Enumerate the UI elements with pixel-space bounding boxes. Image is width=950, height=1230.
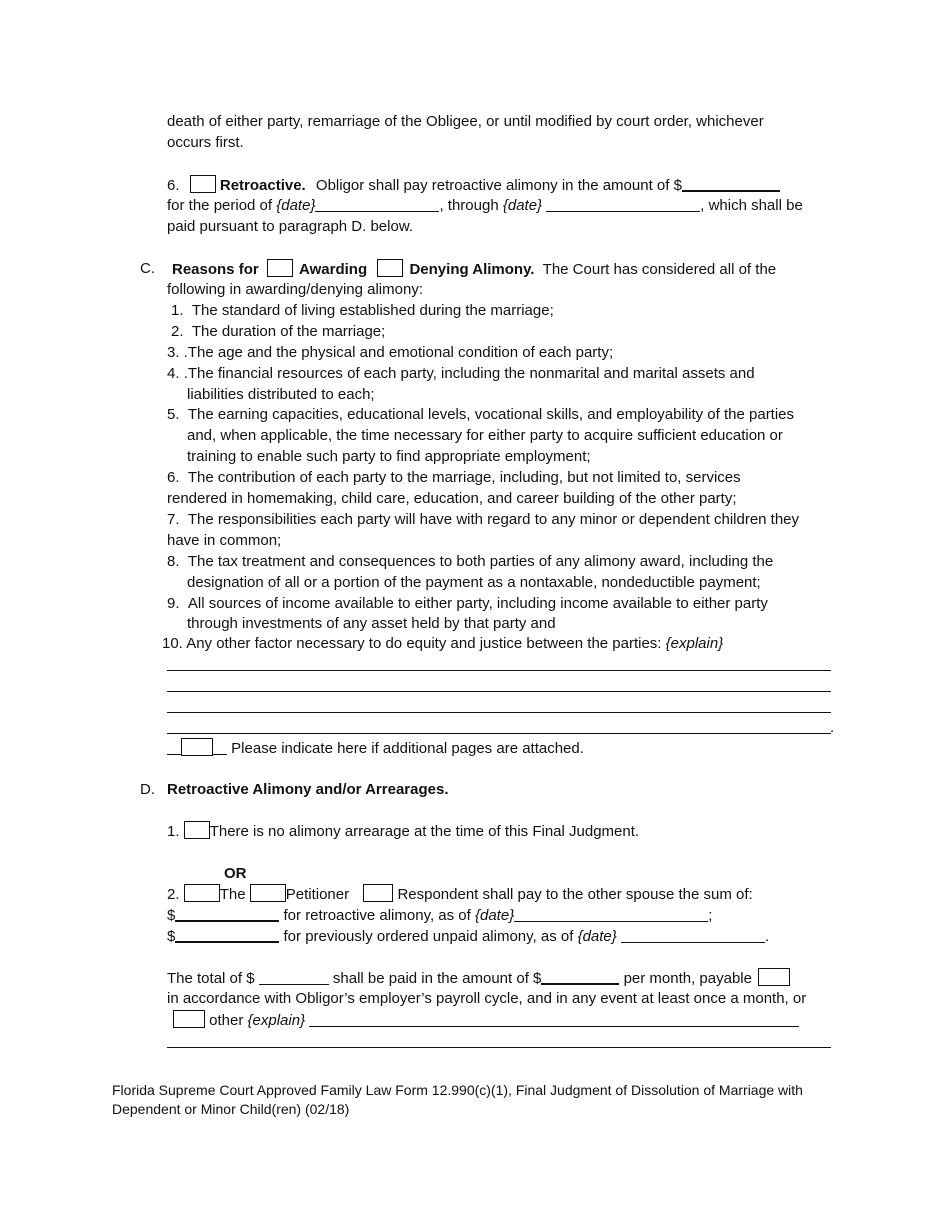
factor-continuation: and, when applicable, the time necessary for either party to acquire sufficient education or	[187, 427, 783, 444]
retroactive-checkbox[interactable]	[190, 175, 216, 193]
no-arrearage-text: There is no alimony arrearage at the time of this Final Judgment.	[209, 823, 640, 840]
factor-text: The contribution of each party to the marriage, including, but not limited to, services	[187, 469, 741, 486]
date-placeholder-2: {date}	[502, 197, 543, 214]
explain-line-1[interactable]	[167, 669, 831, 671]
item-2-number: 2.	[167, 886, 180, 903]
total-row	[167, 968, 790, 989]
reasons-for-label: Reasons for	[172, 261, 259, 278]
retroactive-line-1	[167, 175, 780, 196]
factor-text: The earning capacities, educational levels, vocational skills, and employability of the parties	[187, 406, 795, 423]
explain-line-4[interactable]	[167, 732, 831, 734]
factor-text: The duration of the marriage;	[191, 323, 386, 340]
other-checkbox[interactable]	[173, 1010, 205, 1028]
section-c-heading	[172, 259, 776, 280]
no-arrearage-checkbox[interactable]	[184, 821, 210, 839]
which-shall-be-label: , which shall be	[700, 197, 803, 214]
factor-text: The age and the physical and emotional condition of each party;	[187, 344, 614, 361]
factor-item	[167, 468, 741, 488]
factor-text: All sources of income available to either party, including income available to either party	[187, 595, 768, 612]
retro-amount-label: for retroactive alimony, as of	[283, 907, 475, 924]
factor-continuation: liabilities distributed to each;	[187, 386, 375, 403]
factor-text: The financial resources of each party, including the nonmarital and marital assets and	[187, 365, 755, 382]
attached-pages-label: Please indicate here if additional pages are attached.	[231, 740, 584, 757]
footer-line-2: Dependent or Minor Child(ren) (02/18)	[112, 1101, 350, 1117]
previous-amount-row: $ for previously ordered unpaid alimony, as of {date} .	[167, 928, 770, 945]
respondent-checkbox[interactable]	[363, 884, 393, 902]
intro-line-2: occurs first.	[167, 134, 244, 151]
pay-sum-row	[167, 884, 753, 905]
retro-amount-row: $ for retroactive alimony, as of {date} ;	[167, 907, 713, 924]
section-d-letter: D.	[140, 781, 155, 798]
factor-number: 3. .	[167, 344, 188, 361]
period-end-field[interactable]	[546, 196, 700, 212]
monthly-amount-field[interactable]	[541, 968, 619, 985]
previous-amount-label: for previously ordered unpaid alimony, as of	[283, 928, 578, 945]
attached-underline	[213, 739, 227, 755]
factor-continuation: through investments of any asset held by that party and	[187, 615, 556, 632]
dollar-sign: $	[167, 907, 176, 924]
no-arrearage-row	[167, 821, 639, 842]
period-label: for the period of	[167, 197, 277, 214]
respondent-label: Respondent shall pay to the other spouse the sum of:	[397, 886, 753, 903]
total-amount-field[interactable]	[259, 969, 329, 985]
through-label: , through	[439, 197, 503, 214]
factor-item	[167, 364, 755, 384]
dollar-sign: $	[167, 928, 176, 945]
date-placeholder: {date}	[474, 907, 515, 924]
factor-item	[167, 510, 799, 530]
factor-continuation: training to enable such party to find appropriate employment;	[187, 448, 591, 465]
denying-checkbox[interactable]	[377, 259, 403, 277]
retroactive-amount-field[interactable]	[682, 175, 780, 192]
period-mark: .	[830, 719, 835, 736]
factor-text: The responsibilities each party will have with regard to any minor or dependent children they	[187, 511, 800, 528]
factor-item	[171, 301, 554, 321]
other-row	[167, 1010, 799, 1031]
factor-number: 7.	[167, 511, 180, 528]
section-d-title: Retroactive Alimony and/or Arrearages.	[167, 781, 449, 798]
factor-text: The standard of living established during the marriage;	[191, 302, 554, 319]
intro-line-1: death of either party, remarriage of the Obligee, or until modified by court order, whichever	[167, 113, 764, 130]
retroactive-title: Retroactive.	[219, 177, 306, 194]
section-c-letter: C.	[140, 260, 155, 277]
factor-item	[167, 343, 613, 363]
factor-item	[162, 634, 723, 654]
factor-number: 1.	[171, 302, 184, 319]
item-1-number: 1.	[167, 823, 180, 840]
other-explain-line[interactable]	[167, 1046, 831, 1048]
awarding-label: Awarding	[299, 261, 368, 278]
retro-amount-field[interactable]	[175, 905, 279, 922]
total-label: The total of $	[167, 970, 255, 987]
factor-continuation: designation of all or a portion of the payment as a nontaxable, nondeductible payment;	[187, 574, 761, 591]
petitioner-checkbox[interactable]	[250, 884, 286, 902]
factor-number: 5.	[167, 406, 180, 423]
payroll-line: in accordance with Obligor’s employer’s payroll cycle, and in any event at least once a month, or	[167, 990, 807, 1007]
factor-item	[171, 322, 385, 342]
previous-amount-field[interactable]	[175, 926, 279, 943]
previous-date-field[interactable]	[621, 927, 765, 943]
date-placeholder: {date}	[577, 928, 617, 945]
period-start-field[interactable]	[315, 196, 439, 212]
pay-sum-checkbox[interactable]	[184, 884, 220, 902]
attached-pages-checkbox[interactable]	[181, 738, 213, 756]
date-placeholder-1: {date}	[276, 197, 316, 214]
factor-continuation: have in common;	[167, 532, 282, 549]
retroactive-number: 6.	[167, 177, 180, 194]
factor-number: 10.	[162, 635, 183, 652]
factor-number: 2.	[171, 323, 184, 340]
footer-line-1: Florida Supreme Court Approved Family Law Form 12.990(c)(1), Final Judgment of Dissolution of Marriage with	[112, 1082, 803, 1098]
explain-placeholder: {explain}	[247, 1012, 306, 1029]
section-c-intro-line-2: following in awarding/denying alimony:	[167, 281, 423, 298]
section-c-intro-tail: The Court has considered all of the	[542, 261, 777, 278]
awarding-checkbox[interactable]	[267, 259, 293, 277]
explain-placeholder: {explain}	[665, 635, 724, 652]
retro-date-field[interactable]	[514, 906, 708, 922]
factor-item	[167, 594, 768, 614]
retroactive-line-2	[167, 196, 803, 216]
factor-number: 8.	[167, 553, 180, 570]
factor-continuation: rendered in homemaking, child care, education, and career building of the other party;	[167, 490, 737, 507]
attached-pages-row	[167, 738, 584, 759]
payable-label: per month, payable	[623, 970, 752, 987]
attached-underline	[167, 739, 181, 755]
factor-text: The tax treatment and consequences to both parties of any alimony award, including the	[187, 553, 774, 570]
explain-line-3[interactable]	[167, 711, 831, 713]
factor-item	[167, 552, 773, 572]
denying-label: Denying Alimony.	[409, 261, 535, 278]
other-explain-field[interactable]	[309, 1011, 799, 1027]
explain-line-2[interactable]	[167, 690, 831, 692]
factor-text: Any other factor necessary to do equity and justice between the parties:	[186, 635, 666, 652]
factor-number: 9.	[167, 595, 180, 612]
payroll-checkbox[interactable]	[758, 968, 790, 986]
other-label: other	[209, 1012, 248, 1029]
petitioner-label: Petitioner	[285, 886, 350, 903]
monthly-amount-label: shall be paid in the amount of $	[332, 970, 542, 987]
retroactive-text-1: Obligor shall pay retroactive alimony in the amount of $	[315, 177, 682, 194]
retroactive-line-3: paid pursuant to paragraph D. below.	[167, 218, 413, 235]
factor-item	[167, 405, 794, 425]
factor-number: 6.	[167, 469, 180, 486]
or-label: OR	[224, 865, 247, 882]
the-label: The	[219, 886, 246, 903]
factor-number: 4. .	[167, 365, 188, 382]
